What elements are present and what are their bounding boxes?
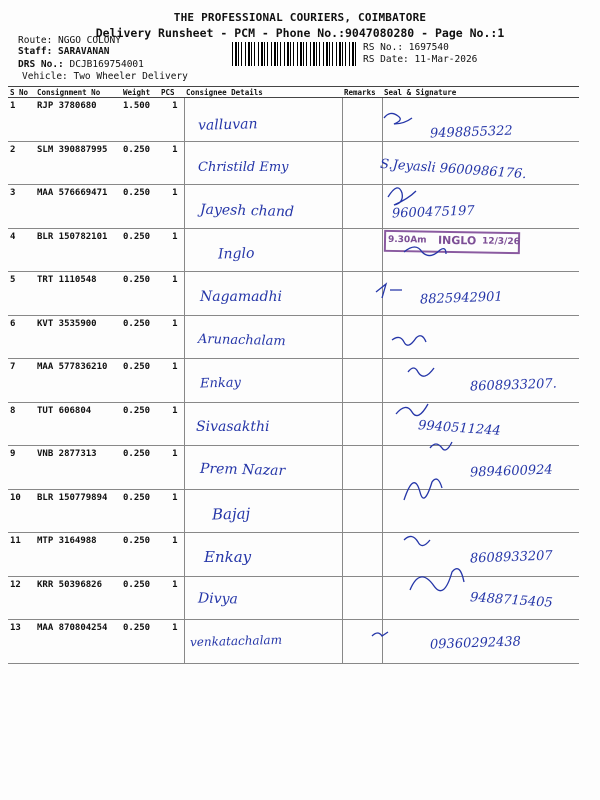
cell-pcs: 1 xyxy=(159,98,184,142)
handwritten-consignee: Arunachalam xyxy=(197,331,286,349)
cell-sno: 3 xyxy=(8,185,35,229)
signature-row5 xyxy=(376,284,402,298)
cell-consignment: SLM 390887995 xyxy=(35,141,121,185)
signature-row1 xyxy=(384,113,412,124)
cell-pcs: 1 xyxy=(159,402,184,446)
cell-sno: 12 xyxy=(8,576,35,620)
handwritten-signature: 8608933207 xyxy=(469,548,553,567)
handwritten-consignee: Divya xyxy=(197,590,239,608)
signature-row9 xyxy=(430,442,452,450)
stamp-date: 12/3/26 xyxy=(481,236,520,248)
handwritten-consignee: Christild Emy xyxy=(198,160,289,176)
signature-row7 xyxy=(408,368,434,376)
handwritten-consignee: venkatachalam xyxy=(189,632,283,650)
cell-weight: 0.250 xyxy=(121,402,159,446)
handwritten-consignee: Jayesh chand xyxy=(199,201,295,221)
cell-sno: 5 xyxy=(8,272,35,316)
cell-sno: 13 xyxy=(8,620,35,664)
cell-sno: 7 xyxy=(8,359,35,403)
handwritten-signature: 8825942901 xyxy=(419,289,503,308)
cell-weight: 0.250 xyxy=(121,359,159,403)
cell-weight: 0.250 xyxy=(121,446,159,490)
cell-sno: 1 xyxy=(8,98,35,142)
cell-weight: 0.250 xyxy=(121,141,159,185)
handwritten-consignee: Bajaj xyxy=(211,504,251,524)
signature-row13 xyxy=(372,632,388,636)
cell-sno: 2 xyxy=(8,141,35,185)
cell-weight: 0.250 xyxy=(121,620,159,664)
cell-pcs: 1 xyxy=(159,359,184,403)
cell-pcs: 1 xyxy=(159,533,184,577)
company-name: THE PROFESSIONAL COURIERS, COIMBATORE xyxy=(173,11,427,24)
cell-pcs: 1 xyxy=(159,141,184,185)
cell-sno: 9 xyxy=(8,446,35,490)
cell-pcs: 1 xyxy=(159,185,184,229)
col-sno: S No xyxy=(8,87,35,98)
cell-weight: 0.250 xyxy=(121,272,159,316)
handwritten-consignee: Enkay xyxy=(204,548,252,566)
cell-pcs: 1 xyxy=(159,272,184,316)
col-pcs: PCS xyxy=(159,87,184,98)
handwritten-signature: 9488715405 xyxy=(469,590,554,611)
signature-row10 xyxy=(404,479,442,500)
cell-consignment: BLR 150779894 xyxy=(35,489,121,533)
col-weight: Weight xyxy=(121,87,159,98)
handwritten-consignee: Nagamadhi xyxy=(200,289,282,306)
handwritten-signature: 9498855322 xyxy=(429,123,513,142)
cell-consignment: MTP 3164988 xyxy=(35,533,121,577)
cell-consignment: TUT 606804 xyxy=(35,402,121,446)
cell-consignment: MAA 576669471 xyxy=(35,185,121,229)
cell-weight: 0.250 xyxy=(121,489,159,533)
cell-sno: 6 xyxy=(8,315,35,359)
signature-row11 xyxy=(404,536,430,545)
cell-consignment: RJP 3780680 xyxy=(35,98,121,142)
handwritten-consignee: Inglo xyxy=(217,245,255,263)
col-consignment: Consignment No xyxy=(35,87,121,98)
handwritten-signature: 9600475197 xyxy=(391,203,475,222)
handwritten-signature: 9940511244 xyxy=(417,417,502,439)
vehicle: Vehicle: Two Wheeler Delivery xyxy=(22,71,188,82)
cell-weight: 0.250 xyxy=(121,228,159,272)
cell-weight: 1.500 xyxy=(121,98,159,142)
signature-row4 xyxy=(404,247,446,256)
cell-consignment: BLR 150782101 xyxy=(35,228,121,272)
handwritten-signature: 9894600924 xyxy=(469,462,553,481)
cell-sno: 10 xyxy=(8,489,35,533)
col-seal: Seal & Signature xyxy=(382,87,579,98)
cell-pcs: 1 xyxy=(159,489,184,533)
signature-row6 xyxy=(392,336,426,345)
cell-sno: 4 xyxy=(8,228,35,272)
cell-pcs: 1 xyxy=(159,446,184,490)
drs-value: DCJB169754001 xyxy=(69,59,144,70)
cell-pcs: 1 xyxy=(159,620,184,664)
handwritten-consignee: Sivasakthi xyxy=(196,418,270,435)
cell-consignment: KRR 50396826 xyxy=(35,576,121,620)
cell-consignment: KVT 3535900 xyxy=(35,315,121,359)
cell-weight: 0.250 xyxy=(121,185,159,229)
handwritten-signature: S.Jeyasli 9600986176. xyxy=(379,157,527,183)
stamp-time: 9.30Am xyxy=(387,234,427,246)
cell-consignment: VNB 2877313 xyxy=(35,446,121,490)
cell-consignment: MAA 577836210 xyxy=(35,359,121,403)
cell-weight: 0.250 xyxy=(121,533,159,577)
handwritten-consignee: Enkay xyxy=(199,375,242,392)
cell-weight: 0.250 xyxy=(121,315,159,359)
stamp-text: INGLO xyxy=(437,233,477,248)
cell-pcs: 1 xyxy=(159,576,184,620)
staff: Staff: SARAVANAN xyxy=(18,46,110,57)
rs-number: RS No.: 1697540 xyxy=(363,42,449,53)
cell-consignment: TRT 1110548 xyxy=(35,272,121,316)
col-remarks: Remarks xyxy=(342,87,382,98)
document-title: Delivery Runsheet - PCM - Phone No.:9047080280 - Page No.:1 xyxy=(95,26,505,40)
cell-consignment: MAA 870804254 xyxy=(35,620,121,664)
route: Route: NGGO COLONY xyxy=(18,35,121,46)
cell-sno: 8 xyxy=(8,402,35,446)
drs-label: DRS No.: xyxy=(18,59,64,70)
signature-row8 xyxy=(396,404,428,416)
handwritten-consignee: valluvan xyxy=(197,116,258,134)
handwritten-signature: 09360292438 xyxy=(429,634,522,653)
cell-pcs: 1 xyxy=(159,315,184,359)
cell-weight: 0.250 xyxy=(121,576,159,620)
signature-row12 xyxy=(410,569,464,591)
col-consignee: Consignee Details xyxy=(184,87,342,98)
signature-row3 xyxy=(388,188,416,205)
handwritten-signature: 8608933207. xyxy=(469,376,558,395)
rs-date: RS Date: 11-Mar-2026 xyxy=(363,54,478,65)
cell-pcs: 1 xyxy=(159,228,184,272)
handwritten-consignee: Prem Nazar xyxy=(199,460,286,479)
cell-sno: 11 xyxy=(8,533,35,577)
